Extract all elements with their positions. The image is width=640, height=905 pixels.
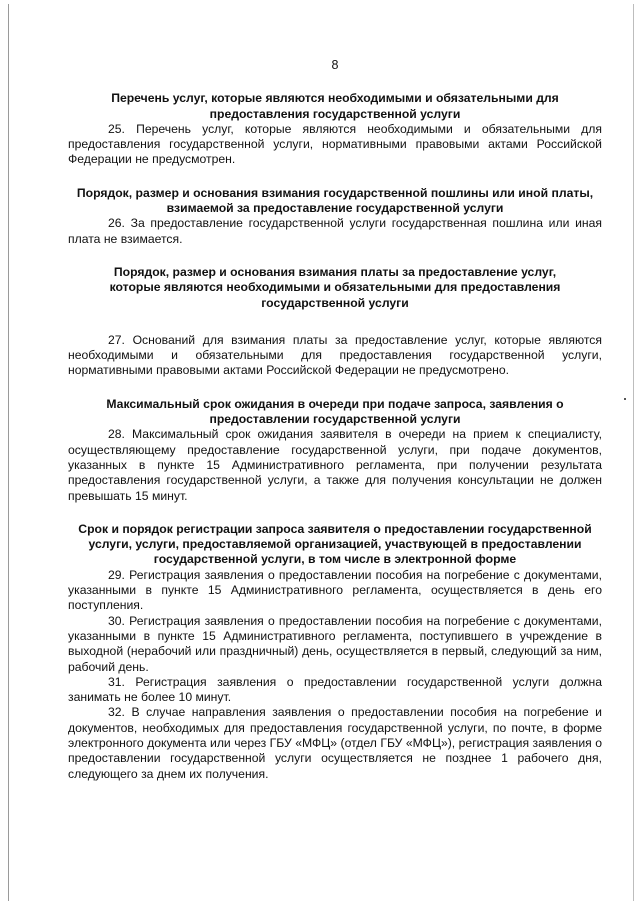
scan-edge-left — [8, 4, 9, 901]
paragraph-27: 27. Оснований для взимания платы за предоставление услуг, которые являются необходимыми и обязательными для предоставления государственной услуги, нормативными правовыми актами Российской Федерации не предусмотрено. — [68, 332, 602, 378]
paragraph-26: 26. За предоставление государственной услуги государственная пошлина или иная плата не взимается. — [68, 216, 602, 246]
paragraph-32: 32. В случае направления заявления о предоставлении пособия на погребение и документов, необходимых для предоставления государственной услуги, по почте, в форме электронного документа или через ГБУ «МФЦ» (отдел ГБУ «МФЦ»), регистрация заявления о предоставлении государственной услуги осуществляется не позднее 1 рабочего дня, следующего за днем их получения. — [68, 705, 602, 781]
paragraph-28: 28. Максимальный срок ожидания заявителя в очереди на прием к специалисту, осуществляющему предоставление государственной услуги, при подаче документов, указанных в пункте 15 Административного регламента, при получении результата предоставления государственной услуги, а также для получения консультации не должен превышать 15 минут. — [68, 427, 602, 503]
section-heading-26: Порядок, размер и основания взимания государственной пошлины или иной платы, взимаемой за предоставление государственной услуги — [76, 185, 594, 216]
section-heading-25: Перечень услуг, которые являются необходимыми и обязательными для предоставления государственной услуги — [111, 91, 559, 121]
paragraph-30: 30. Регистрация заявления о предоставлении пособия на погребение с документами, указанными в пункте 15 Административного регламента, поступившего в учреждение в выходной (нерабочий или праздничный) день, осуществляется в первый, следующий за ним, рабочий день. — [68, 613, 602, 674]
paragraph-29: 29. Регистрация заявления о предоставлении пособия на погребение с документами, указанными в пункте 15 Административного регламента, осуществляется в день его поступления. — [68, 567, 602, 613]
document-page — [68, 58, 602, 782]
paragraph-31: 31. Регистрация заявления о предоставлении государственной услуги должна занимать не более 10 минут. — [68, 674, 602, 705]
section-heading-27: Порядок, размер и основания взимания платы за предоставление услуг, которые являются необходимыми и обязательными для предоставления государственной услуги — [109, 264, 561, 310]
page-number: 8 — [331, 58, 339, 72]
section-heading-28: Максимальный срок ожидания в очереди при подаче запроса, заявления о предоставлении государственной услуги — [106, 396, 564, 427]
scan-edge-right — [633, 4, 634, 901]
scan-speck — [624, 398, 626, 400]
paragraph-25: 25. Перечень услуг, которые являются необходимыми и обязательными для предоставления государственной услуги, нормативными правовыми актами Российской Федерации не предусмотрен. — [68, 121, 602, 167]
section-heading-29-32: Срок и порядок регистрации запроса заявителя о предоставлении государственной услуги, услуги, предоставляемой организацией, участвующей в предоставлении государственной услуги, в том числе в электронной форме — [78, 521, 592, 567]
